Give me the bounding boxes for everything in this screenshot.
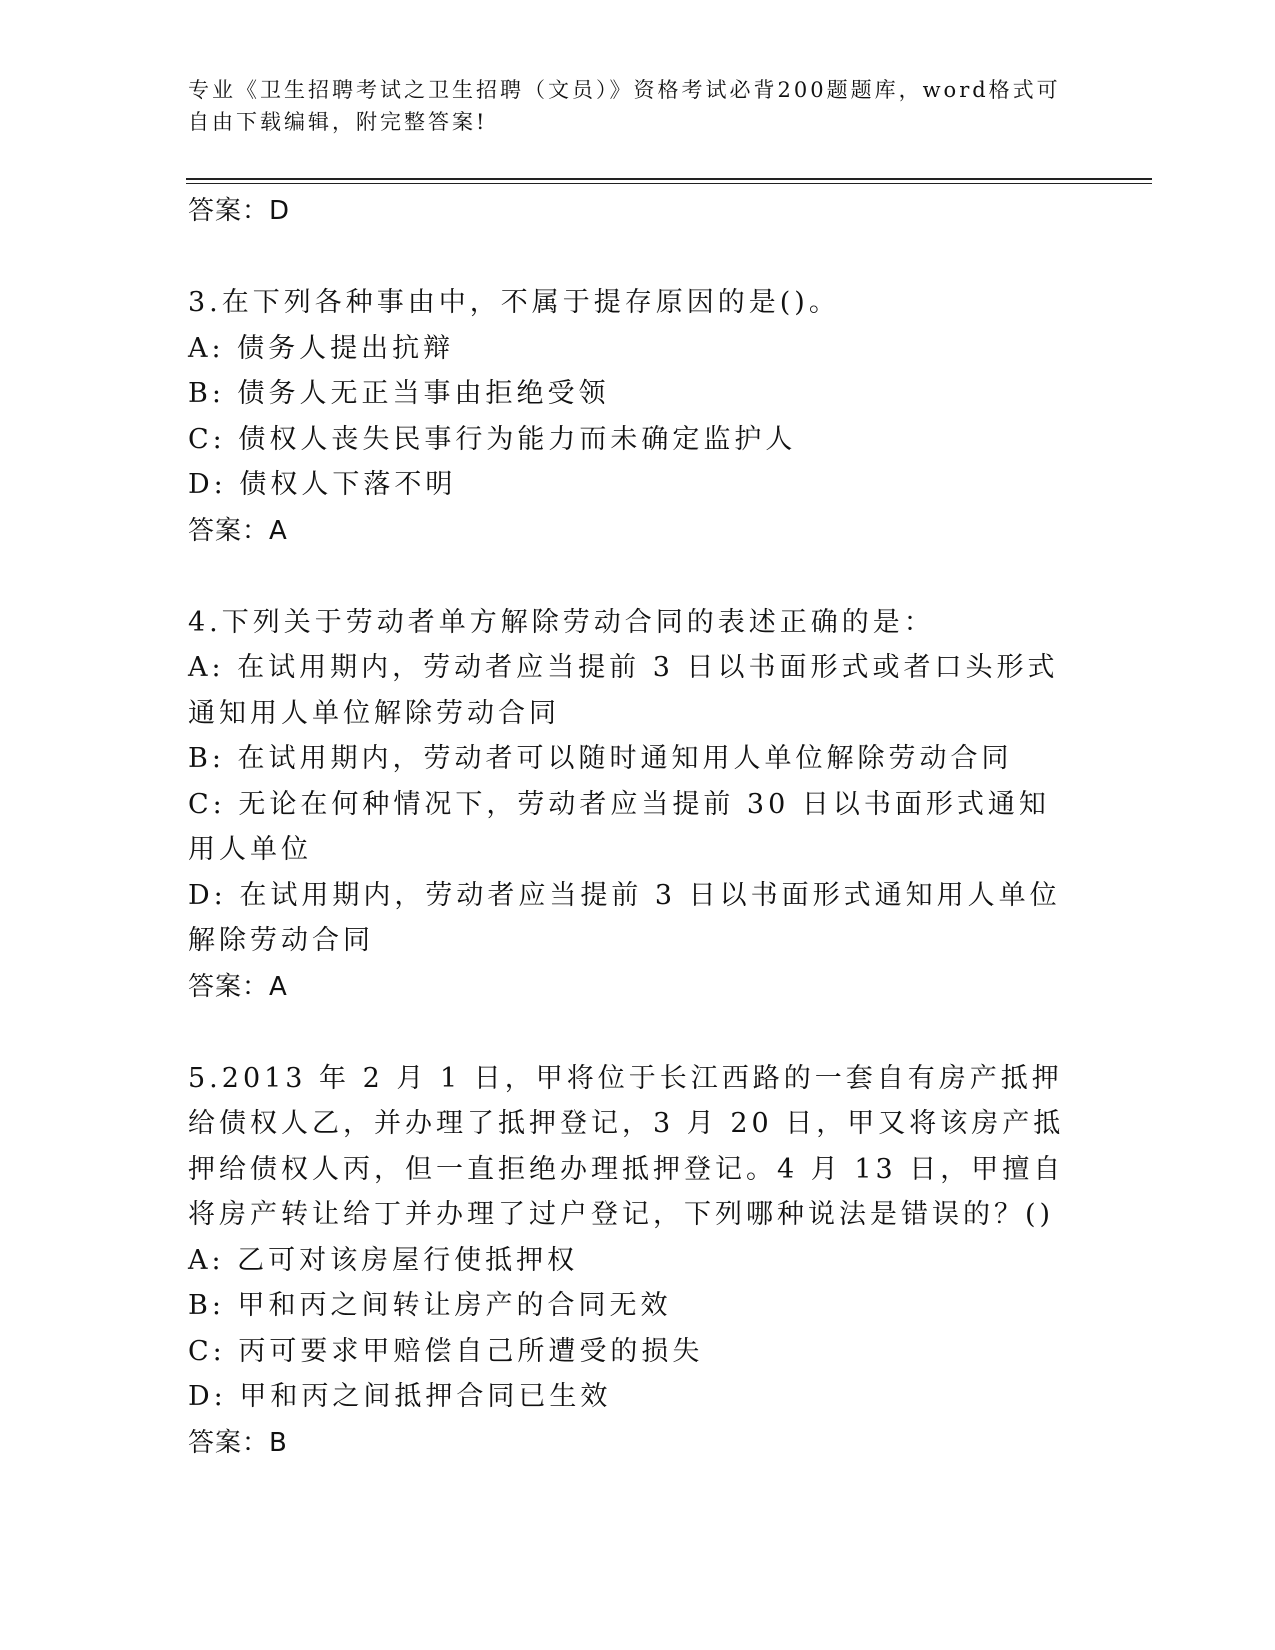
header-divider-thin: [186, 183, 1152, 184]
option-a: A: 在试用期内，劳动者应当提前 3 日以书面形式或者口头形式通知用人单位解除劳动合同: [188, 652, 1059, 729]
document-header: 专业《卫生招聘考试之卫生招聘（文员）》资格考试必背200题题库，word格式可自由下载编辑，附完整答案!: [188, 78, 1061, 134]
option-a: A: 乙可对该房屋行使抵押权: [188, 1244, 579, 1276]
option-c: C: 无论在何种情况下，劳动者应当提前 30 日以书面形式通知用人单位: [188, 788, 1050, 865]
answer-line: 答案：B: [188, 1427, 288, 1458]
option-c: C: 债权人丧失民事行为能力而未确定监护人: [188, 423, 797, 455]
question-text: 4.下列关于劳动者单方解除劳动合同的表述正确的是：: [188, 606, 935, 638]
header-divider-thick: [186, 178, 1152, 180]
option-b: B: 甲和丙之间转让房产的合同无效: [188, 1290, 672, 1321]
option-b: B: 债务人无正当事由拒绝受领: [188, 378, 610, 409]
option-c: C: 丙可要求甲赔偿自己所遭受的损失: [188, 1335, 704, 1367]
option-a: A: 债务人提出抗辩: [188, 332, 455, 364]
question-block: [188, 280, 1068, 554]
question-list: [188, 188, 1068, 1466]
option-d: D: 在试用期内，劳动者应当提前 3 日以书面形式通知用人单位解除劳动合同: [188, 879, 1061, 956]
option-d: D: 甲和丙之间抵押合同已生效: [188, 1381, 612, 1412]
question-text: 5.2013 年 2 月 1 日，甲将位于长江西路的一套自有房产抵押给债权人乙，并办理了抵押登记，3 月 20 日，甲又将该房产抵押给债权人丙，但一直拒绝办理抵押登记。4 月 13 日，甲擅自将房产转让给丁并办理了过户登记，下列哪种说法是错误的？(): [188, 1062, 1065, 1230]
answer-line: 答案：D: [188, 196, 291, 226]
option-b: B: 在试用期内，劳动者可以随时通知用人单位解除劳动合同: [188, 743, 1013, 774]
answer-line: 答案：A: [188, 971, 288, 1002]
question-block: [188, 600, 1068, 1010]
question-block: [188, 1056, 1068, 1466]
question-text: 3.在下列各种事由中，不属于提存原因的是()。: [188, 287, 840, 318]
option-d: D: 债权人下落不明: [188, 469, 457, 500]
answer-line: 答案：A: [188, 515, 288, 546]
